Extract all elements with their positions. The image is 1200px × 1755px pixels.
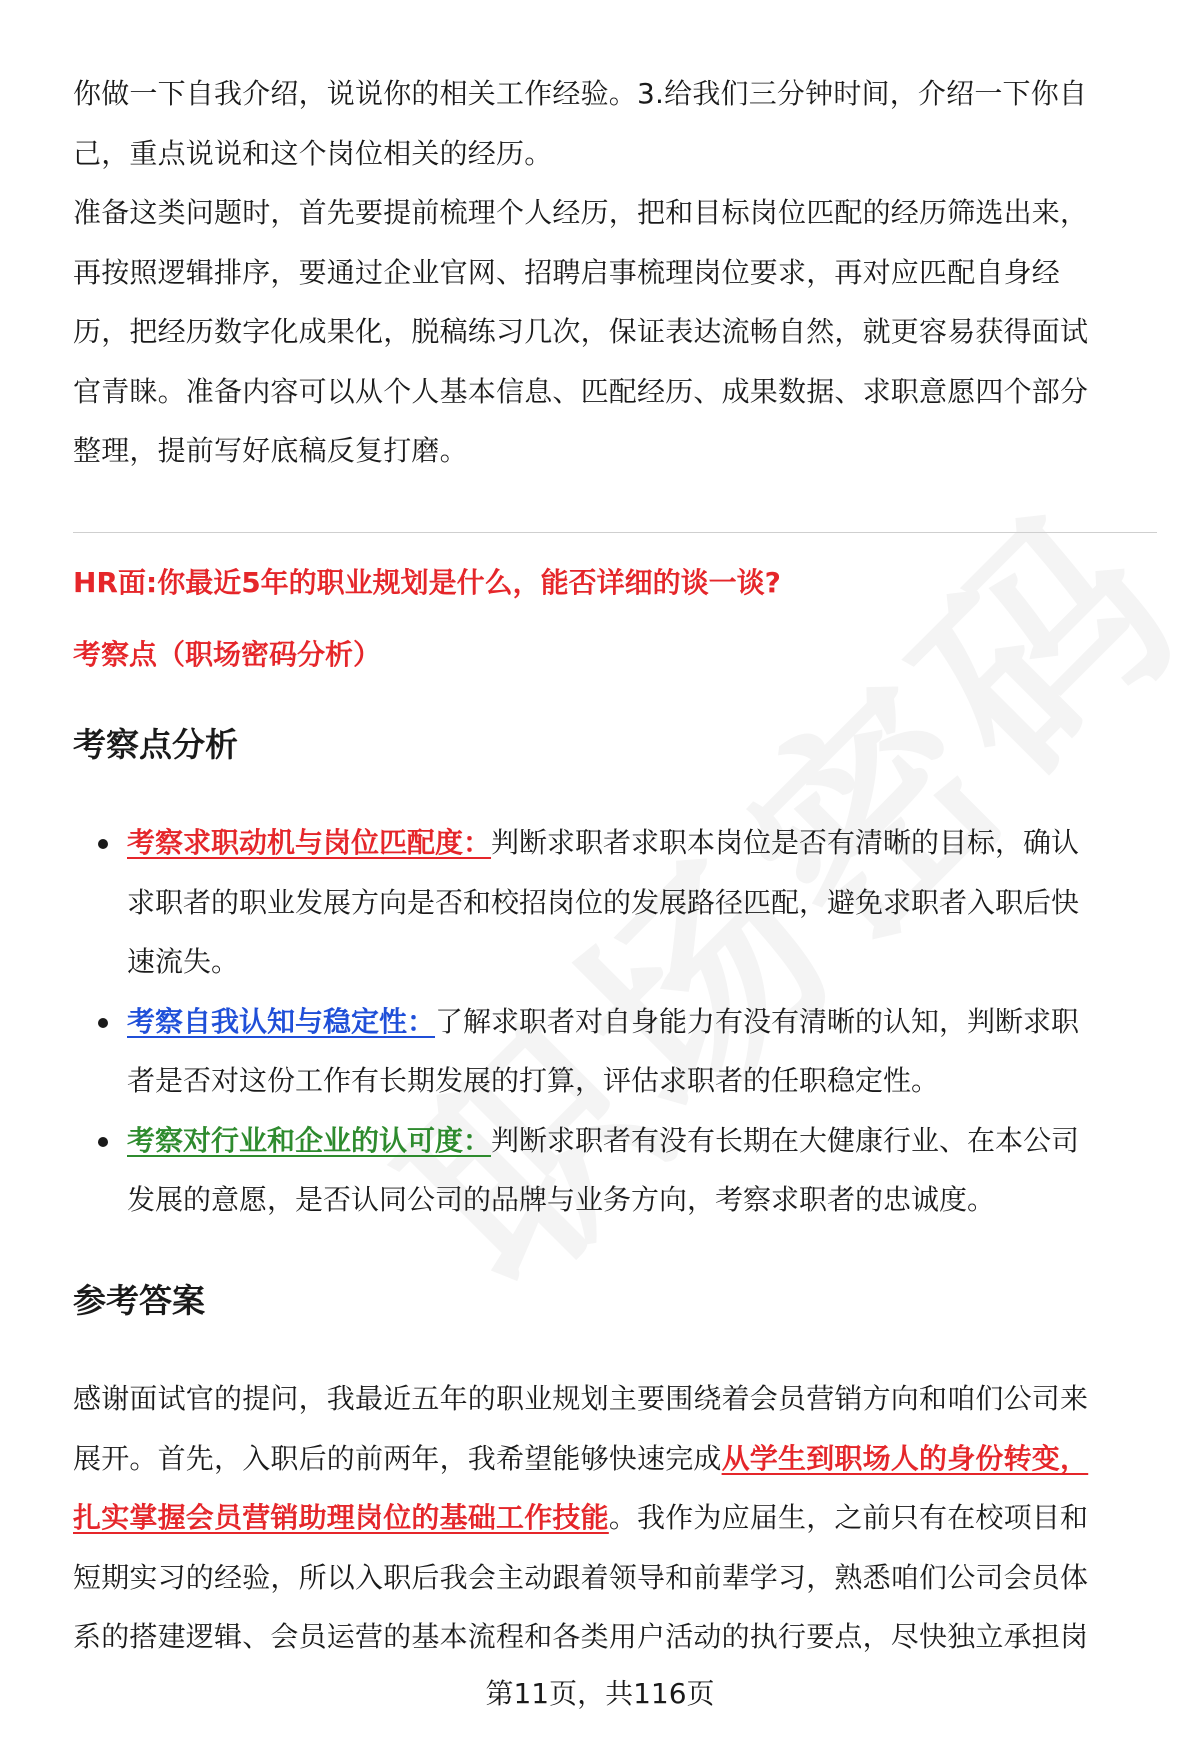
answer-line: 感谢面试官的提问，我最近五年的职业规划主要围绕着会员营销方向和咱们公司来 — [73, 1382, 1089, 1415]
answer-highlight: 从学生到职场人的身份转变， — [721, 1441, 1089, 1475]
section-divider — [73, 532, 1157, 533]
answer-block — [73, 1369, 1157, 1667]
intro-line: 准备这类问题时，首先要提前梳理个人经历，把和目标岗位匹配的经历筛选出来， — [73, 196, 1089, 229]
item-text: 求职者的职业发展方向是否和校招岗位的发展路径匹配，避免求职者入职后快 — [127, 885, 1080, 919]
answer-line — [73, 1488, 1157, 1548]
keyword-industry-recognition: 考察对行业和企业的认可度： — [127, 1123, 492, 1157]
intro-line: 历，把经历数字化成果化，脱稿练习几次，保证表达流畅自然，就更容易获得面试 — [73, 315, 1089, 348]
bullet-dot-icon — [98, 839, 108, 849]
item-text: 判断求职者有没有长期在大健康行业、在本公司 — [491, 1123, 1080, 1157]
bullet-dot-icon — [98, 1137, 108, 1147]
intro-block — [73, 64, 1153, 481]
item-text: 者是否对这份工作有长期发展的打算，评估求职者的任职稳定性。 — [127, 1064, 940, 1097]
item-text: 了解求职者对自身能力有没有清晰的认知，判断求职 — [435, 1004, 1080, 1038]
keyword-self-awareness: 考察自我认知与稳定性： — [127, 1004, 436, 1038]
answer-line: 系的搭建逻辑、会员运营的基本流程和各类用户活动的执行要点，尽快独立承担岗 — [73, 1620, 1089, 1653]
answer-text: 展开。首先，入职后的前两年，我希望能够快速完成 — [73, 1441, 722, 1475]
intro-line: 你做一下自我介绍，说说你的相关工作经验。3.给我们三分钟时间，介绍一下你自 — [73, 77, 1088, 110]
list-item — [73, 813, 1157, 992]
item-text: 判断求职者求职本岗位是否有清晰的目标，确认 — [491, 826, 1080, 859]
intro-line: 再按照逻辑排序，要通过企业官网、招聘启事梳理岗位要求，再对应匹配自身经 — [73, 255, 1061, 289]
analysis-heading: 考察点分析 — [73, 725, 238, 764]
answer-text: 。我作为应届生，之前只有在校项目和 — [608, 1501, 1089, 1534]
answer-line — [73, 1429, 1157, 1489]
page-number: 第11页，共116页 — [485, 1677, 715, 1710]
intro-line: 官青睐。准备内容可以从个人基本信息、匹配经历、成果数据、求职意愿四个部分 — [73, 374, 1089, 408]
intro-line: 整理，提前写好底稿反复打磨。 — [73, 434, 468, 467]
item-text: 速流失。 — [127, 945, 240, 978]
question-subtitle: 考察点（职场密码分析） — [73, 638, 382, 671]
list-item — [73, 992, 1157, 1111]
answer-heading: 参考答案 — [73, 1281, 205, 1320]
answer-line: 短期实习的经验，所以入职后我会主动跟着领导和前辈学习，熟悉咱们公司会员体 — [73, 1560, 1089, 1594]
answer-highlight: 扎实掌握会员营销助理岗位的基础工作技能 — [73, 1501, 609, 1534]
intro-line: 己，重点说说和这个岗位相关的经历。 — [73, 136, 553, 170]
item-text: 发展的意愿，是否认同公司的品牌与业务方向，考察求职者的忠诚度。 — [127, 1183, 996, 1216]
list-item — [73, 1111, 1157, 1230]
analysis-list — [73, 813, 1157, 1230]
question-title: HR面:你最近5年的职业规划是什么，能否详细的谈一谈? — [73, 566, 781, 599]
bullet-dot-icon — [98, 1018, 108, 1028]
keyword-motivation: 考察求职动机与岗位匹配度： — [127, 826, 492, 859]
